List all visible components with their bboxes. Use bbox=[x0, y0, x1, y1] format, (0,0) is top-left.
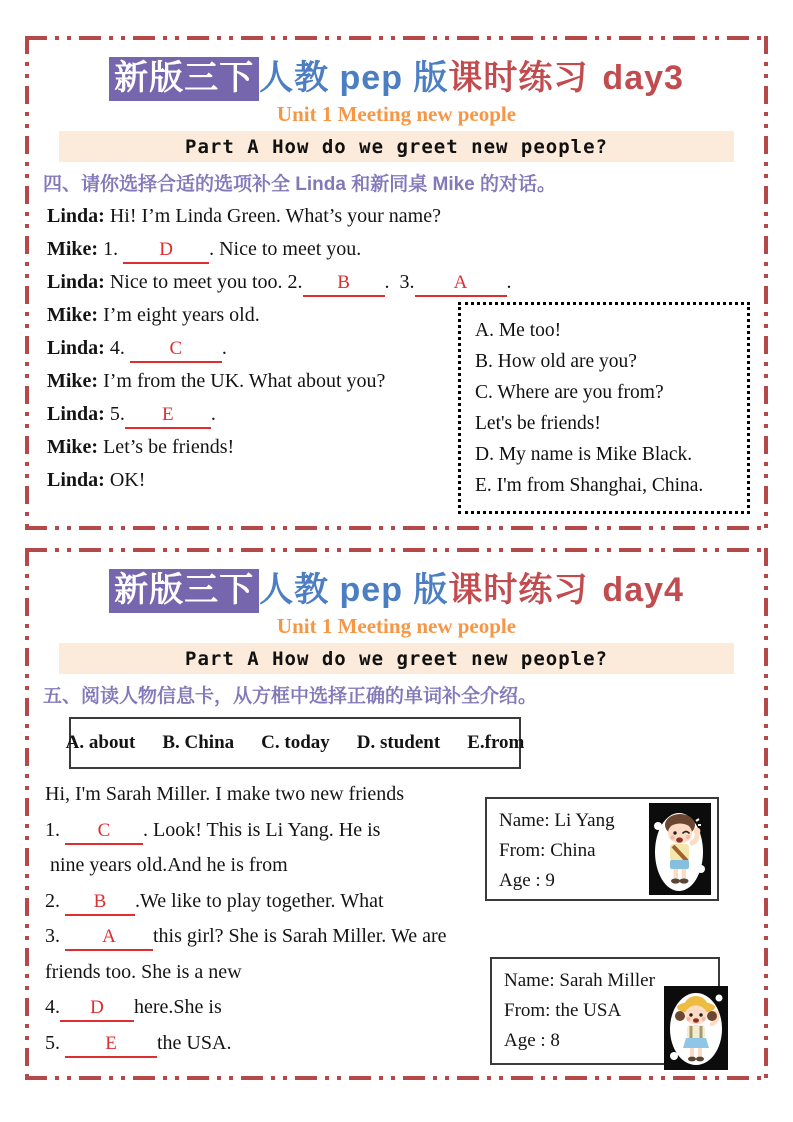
speaker-name: Mike: bbox=[47, 238, 99, 260]
option-item: E. I'm from Shanghai, China. bbox=[475, 475, 704, 496]
text-line: Mike: I’m eight years old. bbox=[47, 304, 260, 326]
text-line: Mike: I’m from the UK. What about you? bbox=[47, 370, 386, 392]
card-field: From: the USA bbox=[504, 1000, 622, 1021]
question-five: 五、阅读人物信息卡，从方框中选择正确的单词补全介绍。 bbox=[43, 686, 538, 707]
answer-blank: C bbox=[130, 338, 222, 363]
speaker-name: Linda: bbox=[47, 205, 105, 227]
speaker-name: Mike: bbox=[47, 304, 99, 326]
title-day-label: day4 bbox=[602, 571, 684, 609]
speaker-name: Mike: bbox=[47, 436, 99, 458]
answer-blank: D bbox=[60, 997, 134, 1022]
day4-content bbox=[25, 548, 768, 1080]
text-line: Linda: 5. E . bbox=[47, 398, 752, 431]
speaker-name: Linda: bbox=[47, 271, 105, 293]
text-line: friends too. She is a new bbox=[45, 960, 242, 983]
word-bank-box bbox=[65, 717, 525, 769]
unit-subtitle: Unit 1 Meeting new people bbox=[276, 614, 517, 638]
part-banner: Part A How do we greet new people? bbox=[59, 643, 734, 674]
speaker-name: Mike: bbox=[47, 370, 99, 392]
title-day-label: day3 bbox=[602, 59, 684, 97]
part-banner: Part A How do we greet new people? bbox=[59, 131, 734, 162]
word-bank-item: D. student bbox=[356, 732, 441, 753]
speaker-name: Linda: bbox=[47, 403, 105, 425]
boy-cartoon-image bbox=[649, 803, 711, 895]
info-card-sarah bbox=[490, 957, 720, 1065]
card-field: From: China bbox=[499, 840, 596, 861]
page-title-day4 bbox=[41, 562, 752, 611]
text-line: Hi, I'm Sarah Miller. I make two new friends bbox=[45, 783, 405, 805]
unit-subtitle: Unit 1 Meeting new people bbox=[276, 102, 517, 126]
text-line: nine years old.And he is from bbox=[45, 854, 288, 876]
title-publisher: 人教 pep 版 bbox=[259, 59, 449, 97]
title-publisher: 人教 pep 版 bbox=[259, 571, 449, 609]
question-four: 四、请你选择合适的选项补全 Linda 和新同桌 Mike 的对话。 bbox=[43, 174, 557, 195]
day3-content bbox=[25, 36, 768, 530]
text-line: Linda: 4. C . bbox=[47, 332, 752, 365]
word-bank-item: A. about bbox=[65, 732, 136, 753]
day4-section bbox=[25, 548, 768, 1080]
title-course: 课时练习 bbox=[448, 59, 589, 97]
girl-cartoon-image bbox=[664, 986, 728, 1070]
page-title-day3 bbox=[41, 50, 752, 99]
answer-blank: A bbox=[415, 272, 507, 297]
text-line: 3. A this girl? She is Sarah Miller. We are bbox=[45, 919, 752, 955]
word-bank-item: C. today bbox=[261, 732, 330, 753]
card-field: Age : 9 bbox=[499, 870, 555, 891]
answer-blank: E bbox=[125, 404, 211, 429]
card-field: Name: Li Yang bbox=[499, 810, 615, 831]
speaker-name: Linda: bbox=[47, 469, 105, 491]
option-item: C. Where are you from? bbox=[475, 382, 664, 403]
option-item: D. My name is Mike Black. bbox=[475, 444, 693, 465]
answer-blank: A bbox=[65, 926, 153, 951]
answer-blank: B bbox=[303, 272, 385, 297]
answer-blank: C bbox=[65, 820, 143, 845]
title-highlight: 新版三下 bbox=[109, 569, 259, 613]
text-line: Linda: Nice to meet you too. 2. B . 3. A . bbox=[47, 266, 752, 299]
card-field: Age : 8 bbox=[504, 1030, 560, 1051]
answer-blank: E bbox=[65, 1033, 157, 1058]
answer-blank: B bbox=[65, 891, 135, 916]
text-line: Mike: 1. D . Nice to meet you. bbox=[47, 233, 752, 266]
text-line: 4. D here.She is bbox=[45, 990, 752, 1026]
word-bank-item: B. China bbox=[162, 732, 235, 753]
title-course: 课时练习 bbox=[448, 571, 589, 609]
text-line: 2. B .We like to play together. What bbox=[45, 884, 752, 920]
text-line: Mike: Let’s be friends! bbox=[47, 436, 235, 458]
card-field: Name: Sarah Miller bbox=[504, 970, 655, 991]
option-item: B. How old are you? bbox=[475, 351, 637, 372]
title-highlight: 新版三下 bbox=[109, 57, 259, 101]
text-line: 1. C . Look! This is Li Yang. He is bbox=[45, 813, 752, 849]
text-line: Linda: OK! bbox=[47, 469, 146, 491]
option-item: Let's be friends! bbox=[475, 413, 601, 434]
answer-blank: D bbox=[123, 239, 209, 264]
options-box bbox=[458, 302, 750, 514]
option-item: A. Me too! bbox=[475, 320, 562, 341]
text-line: 5. E the USA. bbox=[45, 1026, 752, 1062]
day3-section bbox=[25, 36, 768, 530]
word-bank-item: E.from bbox=[467, 732, 525, 753]
text-line: Linda: Hi! I’m Linda Green. What’s your name? bbox=[47, 205, 441, 227]
info-card-li-yang bbox=[485, 797, 719, 901]
speaker-name: Linda: bbox=[47, 337, 105, 359]
